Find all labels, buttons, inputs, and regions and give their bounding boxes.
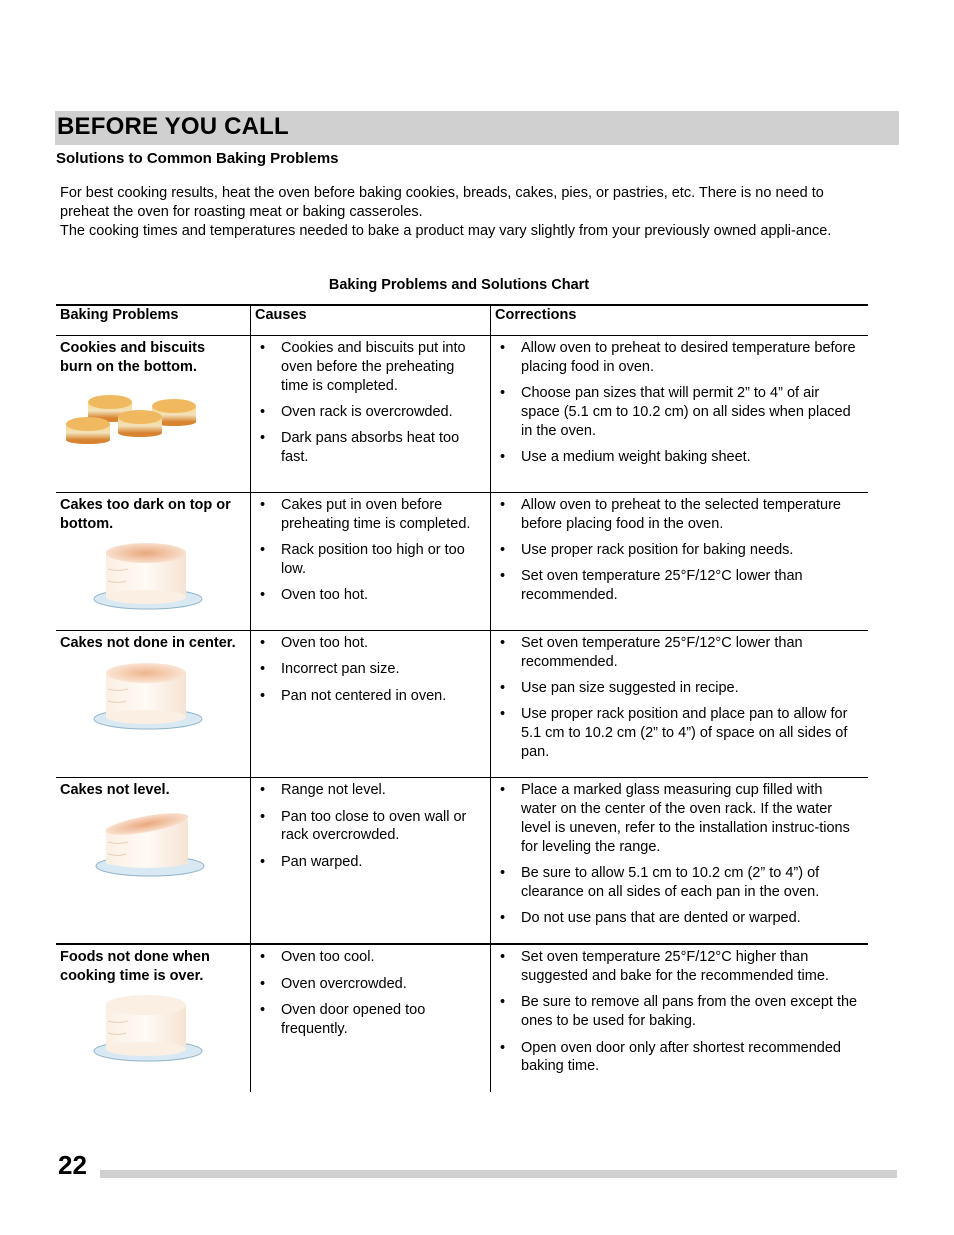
causes-list xyxy=(255,631,490,721)
page-title: BEFORE YOU CALL xyxy=(57,113,289,140)
sunken-cake-icon xyxy=(92,659,212,731)
intro-text xyxy=(60,184,860,240)
header-corrections: Corrections xyxy=(491,305,869,336)
baking-problems-table xyxy=(56,304,868,1092)
list-item: • Incorrect pan size. xyxy=(255,660,482,679)
header-baking-problems: Baking Problems xyxy=(56,305,251,336)
list-item: • Oven overcrowded. xyxy=(255,975,482,994)
problem-label: Cookies and biscuits burn on the bottom. xyxy=(60,340,206,375)
problem-label: Cakes not done in center. xyxy=(60,635,236,651)
problem-label: Cakes too dark on top or bottom. xyxy=(60,497,231,532)
causes-list xyxy=(255,336,490,482)
intro-paragraph-1: For best cooking results, heat the oven before baking cookies, breads, cakes, pies, or pastries, etc. There is no need to preheat the oven for roasting meat or baking casseroles. xyxy=(60,185,824,220)
list-item: • Range not level. xyxy=(255,781,482,800)
causes-list xyxy=(255,945,490,1054)
section-subtitle: Solutions to Common Baking Problems xyxy=(56,150,339,167)
list-item: • Choose pan sizes that will permit 2” to 4” of air space (5.1 cm to 10.2 cm) on all sides when placed in the oven. xyxy=(495,384,860,440)
pale-cake-icon xyxy=(92,991,212,1063)
dark-cake-icon xyxy=(92,539,212,611)
problem-label: Foods not done when cooking time is over. xyxy=(60,949,210,984)
intro-paragraph-2: The cooking times and temperatures needed to bake a product may vary slightly from your previously owned appli-ance. xyxy=(60,222,832,239)
list-item: • Set oven temperature 25°F/12°C higher than suggested and bake for the recommended time. xyxy=(495,948,860,986)
list-item: • Oven too hot. xyxy=(255,586,482,605)
corrections-list xyxy=(495,945,868,1091)
list-item: • Pan too close to oven wall or rack overcrowded. xyxy=(255,808,482,846)
table-row xyxy=(56,336,868,493)
table-row xyxy=(56,944,868,1091)
list-item: • Do not use pans that are dented or warped. xyxy=(495,909,860,928)
list-item: • Be sure to remove all pans from the oven except the ones to be used for baking. xyxy=(495,993,860,1031)
list-item: • Pan warped. xyxy=(255,853,482,872)
list-item: • Cookies and biscuits put into oven before the preheating time is completed. xyxy=(255,339,482,395)
list-item: • Oven too cool. xyxy=(255,948,482,967)
table-row xyxy=(56,631,868,778)
problem-label: Cakes not level. xyxy=(60,782,170,799)
page-number: 22 xyxy=(58,1150,87,1180)
corrections-list xyxy=(495,778,868,943)
header-causes: Causes xyxy=(251,305,491,336)
list-item: • Dark pans absorbs heat too fast. xyxy=(255,429,482,467)
list-item: • Use proper rack position and place pan to allow for 5.1 cm to 10.2 cm (2” to 4”) of space on all sides of pan. xyxy=(495,705,860,761)
list-item: • Set oven temperature 25°F/12°C lower than recommended. xyxy=(495,567,860,605)
list-item: • Cakes put in oven before preheating time is completed. xyxy=(255,496,482,534)
cookies-icon xyxy=(60,382,200,448)
list-item: • Open oven door only after shortest recommended baking time. xyxy=(495,1039,860,1077)
footer-bar xyxy=(100,1170,897,1178)
list-item: • Use pan size suggested in recipe. xyxy=(495,679,860,698)
list-item: • Allow oven to preheat to the selected temperature before placing food in the oven. xyxy=(495,496,860,534)
list-item: • Use a medium weight baking sheet. xyxy=(495,448,860,467)
corrections-list xyxy=(495,336,868,482)
list-item: • Rack position too high or too low. xyxy=(255,541,482,579)
causes-list xyxy=(255,778,490,887)
list-item: • Allow oven to preheat to desired temperature before placing food in oven. xyxy=(495,339,860,377)
list-item: • Oven door opened too frequently. xyxy=(255,1001,482,1039)
corrections-list xyxy=(495,631,868,777)
list-item: • Pan not centered in oven. xyxy=(255,687,482,706)
list-item: • Be sure to allow 5.1 cm to 10.2 cm (2” to 4”) of clearance on all sides of each pan in the oven. xyxy=(495,864,860,902)
chart-title: Baking Problems and Solutions Chart xyxy=(328,277,590,293)
list-item: • Oven rack is overcrowded. xyxy=(255,403,482,422)
table-row xyxy=(56,778,868,945)
causes-list xyxy=(255,493,490,620)
header-bar xyxy=(55,111,899,145)
table-row xyxy=(56,493,868,631)
list-item: • Oven too hot. xyxy=(255,634,482,653)
corrections-list xyxy=(495,493,868,620)
list-item: • Set oven temperature 25°F/12°C lower than recommended. xyxy=(495,634,860,672)
tilted-cake-icon xyxy=(92,806,212,878)
list-item: • Place a marked glass measuring cup filled with water on the center of the oven rack. If the water level is uneven, refer to the installation instruc-tions for leveling the range. xyxy=(495,781,860,856)
list-item: • Use proper rack position for baking needs. xyxy=(495,541,860,560)
table-header-row xyxy=(56,305,868,336)
